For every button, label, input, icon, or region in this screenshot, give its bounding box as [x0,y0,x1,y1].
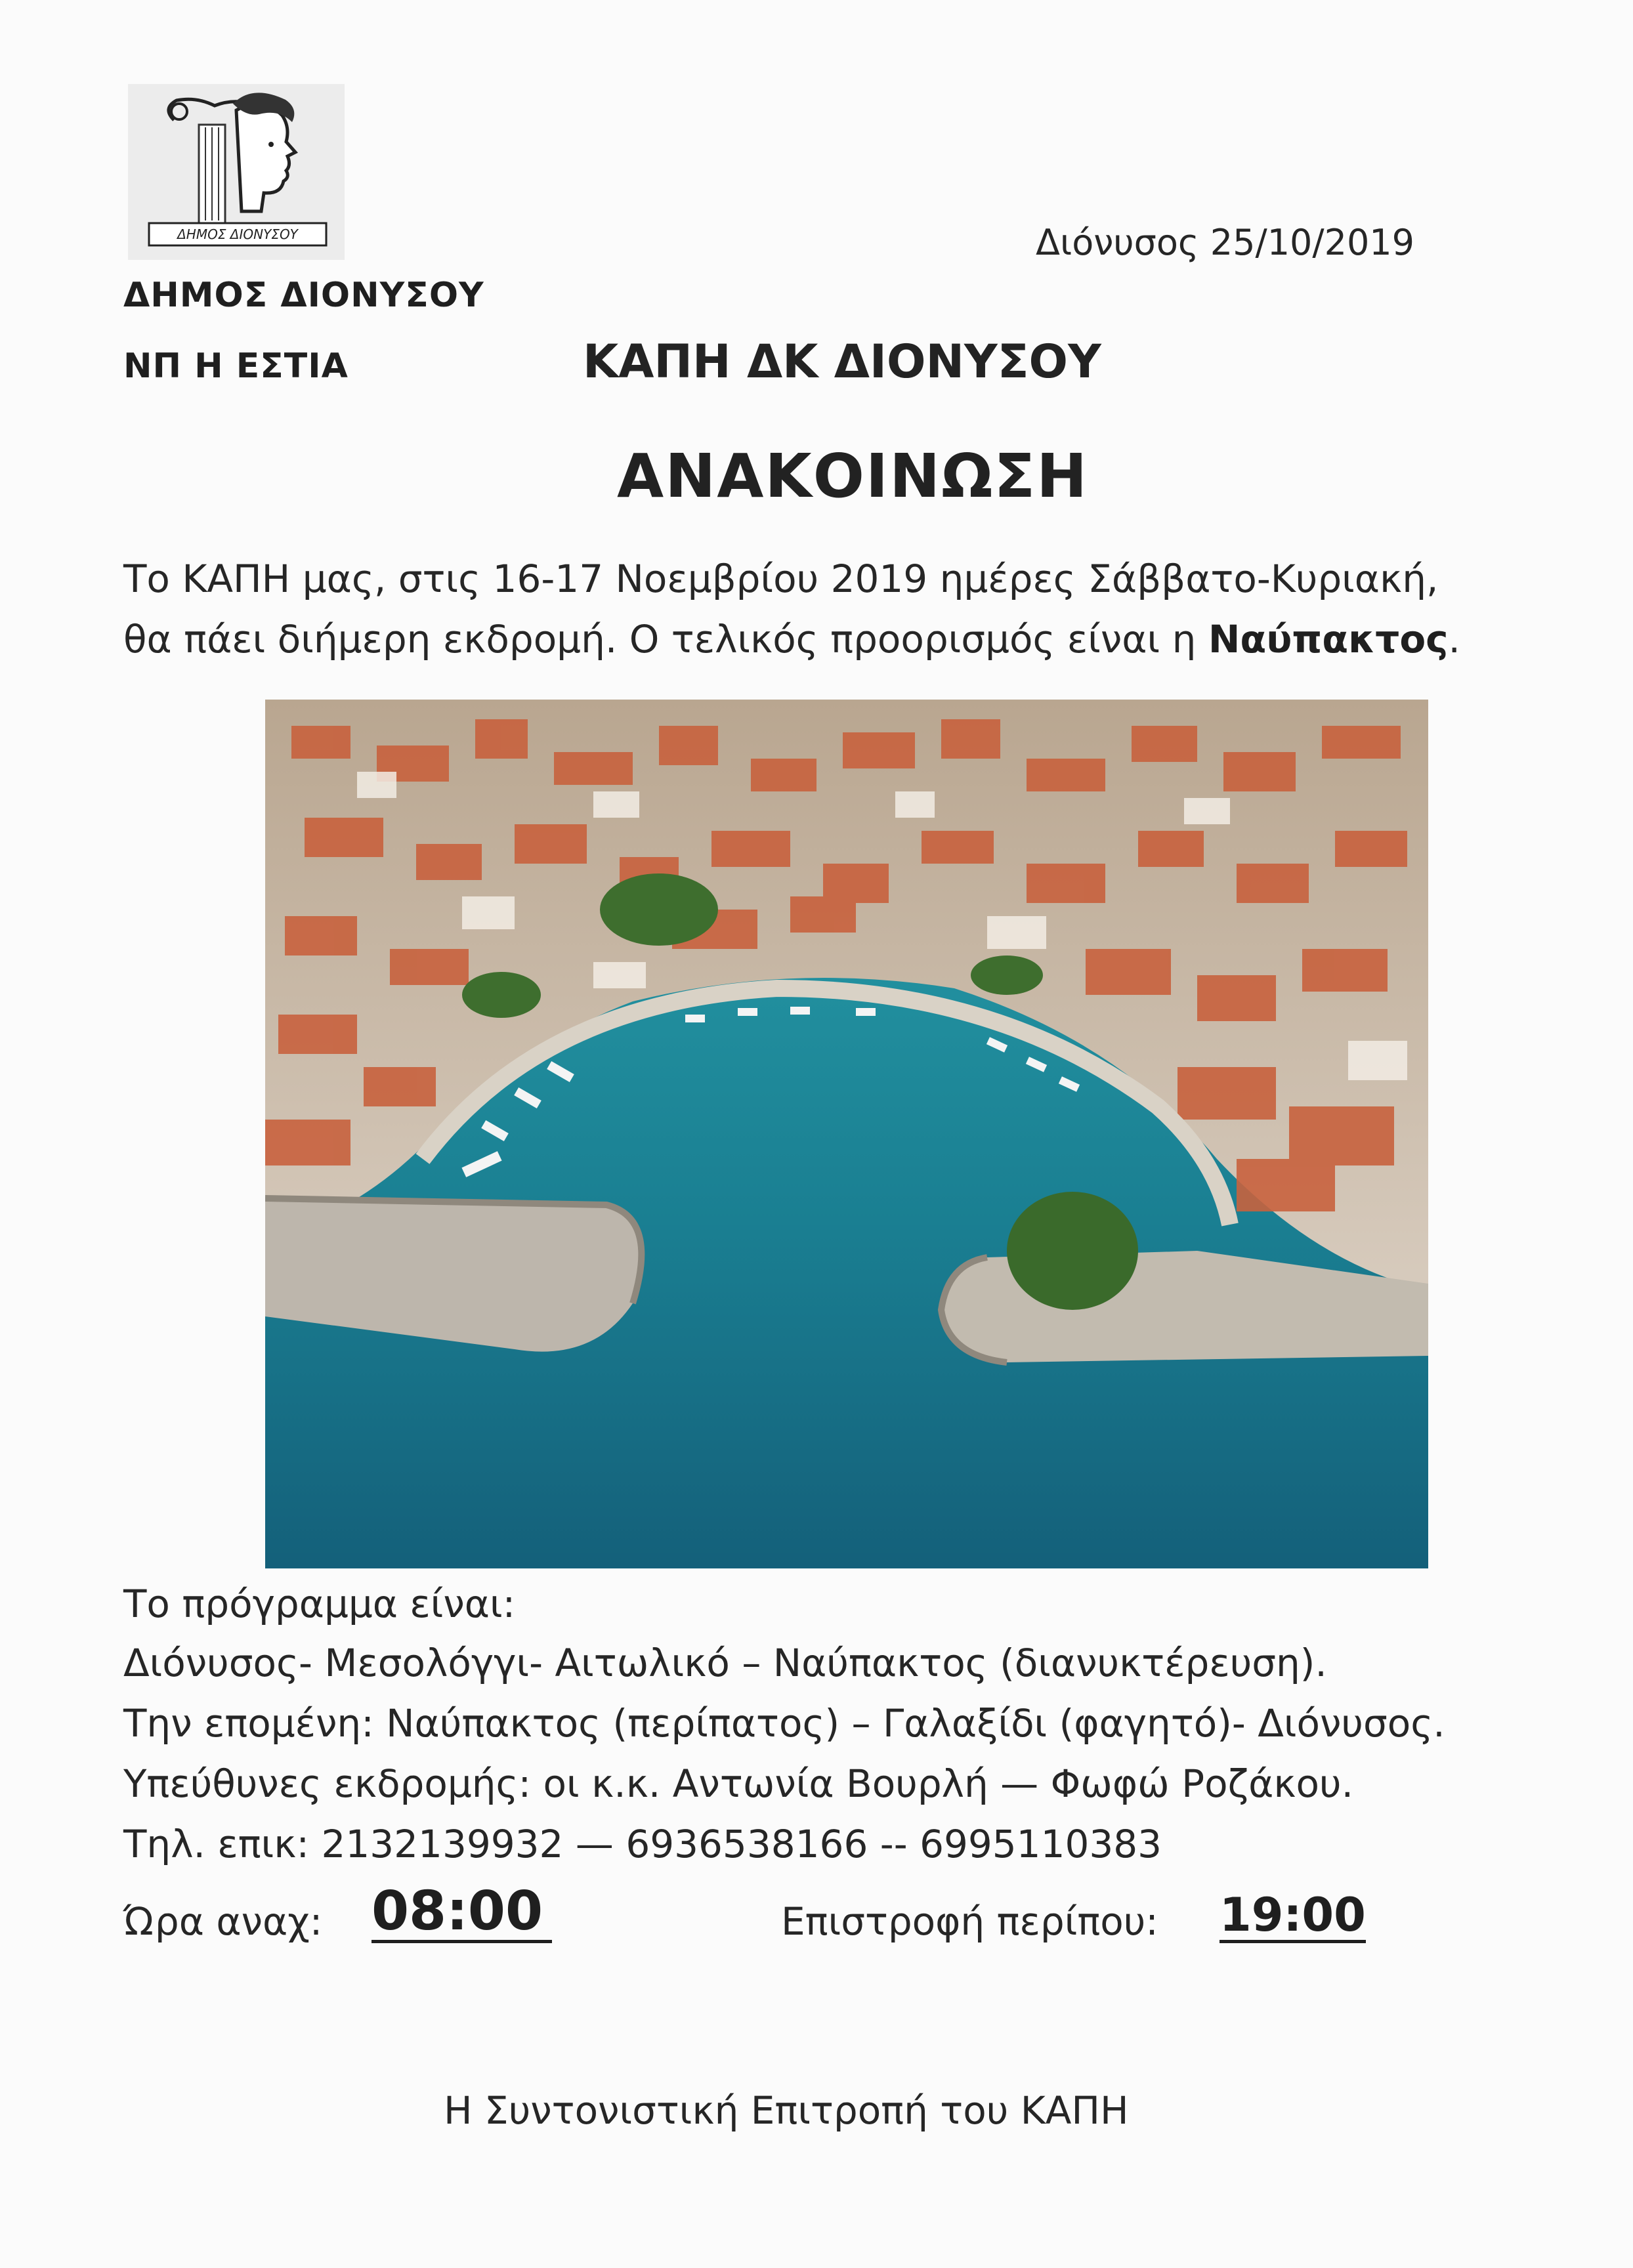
intro-line-1: Το ΚΑΠΗ μας, στις 16-17 Νοεμβρίου 2019 ημέρες Σάββατο-Κυριακή, [123,556,1439,601]
document-date: Διόνυσος 25/10/2019 [1036,222,1415,263]
intro-line-2-text: θα πάει διήμερη εκδρομή. Ο τελικός προορισμός είναι η [123,617,1208,662]
departure-time: 08:00 [371,1883,552,1943]
org-subtitle: ΝΠ Η ΕΣΤΙΑ [123,346,349,386]
harbour-aerial-photo [265,700,1428,1568]
logo-caption: ΔΗΜΟΣ ΔΙΟΝΥΣΟΥ [177,226,298,242]
return-time: 19:00 [1219,1888,1366,1942]
program-day-1: Διόνυσος- Μεσολόγγι- Αιτωλικό – Ναύπακτος (διανυκτέρευση). [123,1641,1327,1685]
intro-line-2-end: . [1448,617,1460,662]
org-name: ΔΗΜΟΣ ΔΙΟΝΥΣΟΥ [123,276,484,315]
program-day-2: Την επομένη: Ναύπακτος (περίπατος) – Γαλαξίδι (φαγητό)- Διόνυσος. [123,1701,1445,1746]
page-title: ΑΝΑΚΟΙΝΩΣΗ [617,441,1089,511]
intro-line-2 [123,617,1460,662]
departure-label: Ώρα αναχ: [123,1899,323,1944]
municipality-logo [128,84,345,260]
program-leaders: Υπεύθυνες εκδρομής: οι κ.κ. Αντωνία Βουρλή — Φωφώ Ροζάκου. [123,1761,1354,1806]
destination-name: Ναύπακτος [1208,617,1449,662]
contact-phones: Τηλ. επικ: 2132139932 — 6936538166 -- 6995110383 [123,1822,1162,1866]
return-label: Επιστροφή περίπου: [781,1899,1158,1944]
kapi-title: ΚΑΠΗ ΔΚ ΔΙΟΝΥΣΟΥ [583,335,1101,388]
signature: Η Συντονιστική Επιτροπή του ΚΑΠΗ [444,2088,1129,2133]
harbour-illustration [265,700,1428,1568]
dionysus-head-icon [128,84,345,260]
program-heading: Το πρόγραμμα είναι: [123,1582,516,1626]
